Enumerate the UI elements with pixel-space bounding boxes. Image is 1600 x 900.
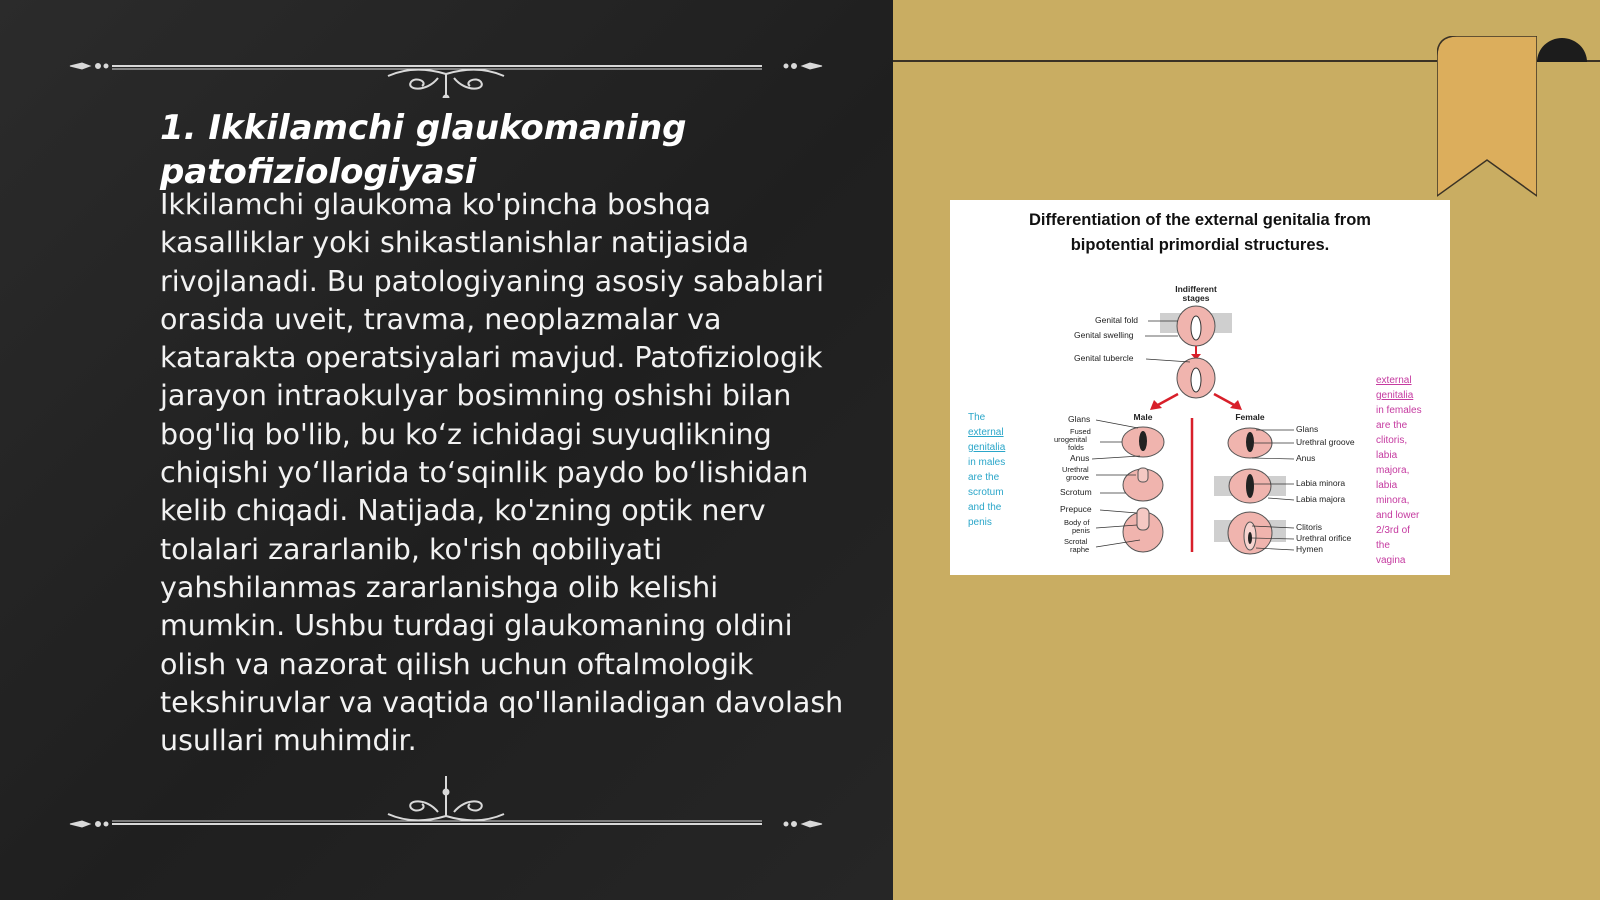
female-note-line: labia — [1376, 450, 1398, 461]
stage-label-1: Indifferent — [1175, 284, 1217, 294]
female-note — [1376, 375, 1422, 566]
figure-title-line-2: bipotential primordial structures. — [1070, 236, 1330, 254]
male-arrow — [1156, 394, 1178, 406]
slide-body-text: Ikkilamchi glaukoma ko'pincha boshqa kasalliklar yoki shikastlanishlar natijasida rivojlanadi. Bu patologiyaning asosiy sabablari orasida uveit, travma, neoplazmalar va katarakta operatsiyalari mavjud. Patofiziologik jarayon intraokulyar bosimning oshishi bilan bog'liq bo'lib, bu ko‘z ichidagi suyuqlikning chiqishi yo‘llarida to‘sqinlik paydo bo‘lishidan kelib chiqadi. Natijada, ko'zning optik nerv tolalari zararlanib, ko'rish qobiliyati yahshilanmas zararlanishga olib kelishi mumkin. Ushbu turdagi glaukomaning oldini olish va nazorat qilish uchun oftalmologik tekshiruvlar va vaqtida qo'llaniladigan davolash usullari muhimdir. — [160, 188, 844, 758]
male-note — [968, 412, 1006, 528]
label-clitoris: Clitoris — [1296, 522, 1322, 532]
label-glans-male: Glans — [1068, 414, 1091, 424]
female-note-line: in females — [1376, 405, 1422, 416]
top-ornament-icon — [66, 38, 826, 98]
label-labia-majora: Labia majora — [1296, 494, 1346, 504]
label-body-2: penis — [1072, 526, 1090, 535]
label-body-1: Body of — [1064, 518, 1090, 527]
label-urethral-2: groove — [1066, 473, 1089, 482]
male-note-line: genitalia — [968, 442, 1006, 453]
label-raphe-1: Scrotal — [1064, 537, 1088, 546]
label-raphe-2: raphe — [1070, 545, 1090, 554]
bottom-ornament-icon — [66, 772, 826, 832]
male-note-line: The — [968, 412, 986, 423]
male-note-line: are the — [968, 472, 1000, 483]
label-urethral-1: Urethral — [1062, 465, 1089, 474]
label-urethral-groove-female: Urethral groove — [1296, 437, 1355, 447]
male-note-line: and the — [968, 502, 1002, 513]
label-urethral-orifice: Urethral orifice — [1296, 533, 1352, 543]
male-note-line: penis — [968, 517, 992, 528]
label-fused-2: urogenital — [1054, 435, 1087, 444]
label-scrotum: Scrotum — [1060, 487, 1092, 497]
label-prepuce: Prepuce — [1060, 504, 1092, 514]
label-glans-female: Glans — [1296, 424, 1319, 434]
label-genital-fold: Genital fold — [1095, 315, 1138, 325]
label-anus-male: Anus — [1070, 453, 1090, 463]
genital-fold-slit — [1191, 316, 1201, 340]
male-note-line: external — [968, 427, 1004, 438]
label-fused-1: Fused — [1070, 427, 1091, 436]
label-anus-female: Anus — [1296, 453, 1316, 463]
female-note-line: are the — [1376, 420, 1408, 431]
female-note-line: the — [1376, 540, 1390, 551]
male-note-line: scrotum — [968, 487, 1004, 498]
female-note-line: majora, — [1376, 465, 1410, 476]
female-note-line: minora, — [1376, 495, 1410, 506]
label-labia-minora: Labia minora — [1296, 478, 1346, 488]
female-note-line: 2/3rd of — [1376, 525, 1410, 536]
female-arrow — [1214, 394, 1236, 406]
stage-label-2: stages — [1182, 293, 1210, 303]
label-female: Female — [1235, 412, 1265, 422]
male-note-line: in males — [968, 457, 1006, 468]
bookmark-ribbon-icon — [1437, 36, 1537, 198]
label-fused-3: folds — [1068, 443, 1084, 452]
genitalia-differentiation-figure — [950, 200, 1450, 575]
label-genital-tubercle: Genital tubercle — [1074, 353, 1134, 363]
label-hymen: Hymen — [1296, 544, 1323, 554]
female-note-line: clitoris, — [1376, 435, 1408, 446]
differentiation-diagram — [950, 200, 1450, 575]
female-note-line: genitalia — [1376, 390, 1414, 401]
genital-tubercle-slit — [1191, 368, 1201, 392]
label-genital-swelling: Genital swelling — [1074, 330, 1134, 340]
female-note-line: labia — [1376, 480, 1398, 491]
female-note-line: external — [1376, 375, 1412, 386]
figure-title-line-1: Differentiation of the external genitalia from — [1029, 211, 1371, 229]
slide-title: 1. Ikkilamchi glaukomaning patofiziologiyasi — [160, 108, 687, 192]
ribbon-curl-icon — [1537, 36, 1587, 64]
female-note-line: vagina — [1376, 555, 1406, 566]
female-note-line: and lower — [1376, 510, 1420, 521]
label-male: Male — [1133, 412, 1153, 422]
